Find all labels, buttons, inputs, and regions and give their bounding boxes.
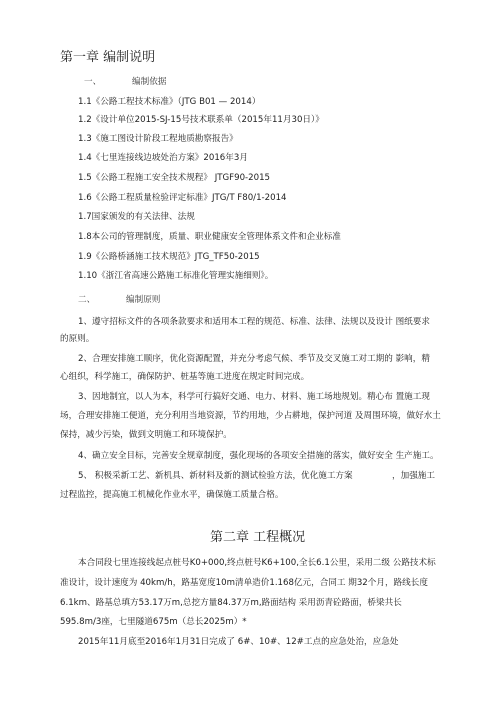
section2-heading — [78, 294, 160, 306]
basis-item: 1.3《施工图设计阶段工程地质勘察报告》 — [78, 134, 238, 144]
overview-line: 本合同段七里连接线起点桩号K0+000,终点桩号K6+100,全长6.1公里，采用二级 公路技术标 — [78, 558, 436, 568]
overview-line: 2015年11月底至2016年1月31日完成了 6#、10#、12#工点的应急处治，应急处 — [78, 637, 399, 647]
basis-item: 1.5《公路工程施工安全技术规程》 JTGF90-2015 — [78, 173, 271, 183]
principle-line: 3、因地制宜，以人为本，科学可行搞好交通、电力、材料、施工场地规划。精心布 置施工现 — [78, 392, 430, 402]
chapter2-title: 第二章 工程概况 — [210, 530, 306, 545]
section1-number: 一、 — [84, 77, 102, 87]
principle-line: 5、 积极采新工艺、新机具、新材料及新的测试检验方法，优化施工方案 — [78, 471, 353, 481]
section2-title: 编制原则 — [126, 295, 161, 305]
basis-item: 1.2《设计单位2015-SJ-15号技术联系单（2015年11月30日）》 — [78, 115, 324, 125]
principle-line: ，加强施工 — [392, 471, 435, 481]
principle-line: 场，合理安排施工便道，充分利用当地资源，节约用地，少占耕地，保护河道 及周围环境，做好水土 — [60, 411, 441, 421]
principle-line: 心组织，科学施工，确保防护、桩基等施工进度在规定时间完成。 — [60, 372, 310, 382]
basis-item: 1.9《公路桥涵施工技术规范》JTG_TF50-2015 — [78, 252, 260, 262]
basis-item: 1.10《浙江省高速公路施工标准化管理实施细则》。 — [78, 271, 274, 281]
principle-line: 的原则。 — [60, 334, 95, 344]
section1-heading — [84, 76, 166, 88]
basis-item: 1.8本公司的管理制度，质量、职业健康安全管理体系文件和企业标准 — [78, 232, 341, 242]
basis-item: 1.7国家颁发的有关法律、法规 — [78, 212, 195, 222]
principle-line: 2、合理安排施工顺序，优化资源配置，并充分考虑气候、季节及交叉施工对工期的 影响，精 — [78, 354, 430, 364]
section2-number: 二、 — [78, 295, 96, 305]
basis-item: 1.4《七里连接线边坡处治方案》2016年3月 — [78, 153, 248, 163]
basis-item: 1.1《公路工程技术标准》（JTG B01 — 2014） — [78, 97, 261, 107]
principle-line: 1、遵守招标文件的各项条款要求和适用本工程的规范、标准、法律、法规以及设计 图纸要求 — [78, 317, 430, 327]
chapter1-title: 第一章 编制说明 — [60, 50, 156, 65]
principle-line: 保持，减少污染，做到文明施工和环境保护。 — [60, 430, 232, 440]
overview-line: 595.8m/3座，七里隧道675m（总长2025m）* — [60, 617, 247, 627]
overview-line: 准设计，设计速度为 40km/h，路基宽度10m清单造价1.168亿元，合同工 期32个月，路线长度 — [60, 578, 428, 588]
principle-line: 过程监控，提高施工机械化作业水平，确保施工质量合格。 — [60, 490, 284, 500]
basis-item: 1.6《公路工程质量检验评定标准》JTG/T F80/1-2014 — [78, 193, 287, 203]
principle-line: 4、确立安全目标，完善安全规章制度，强化现场的各项安全措施的落实，做好安全 生产施工。 — [78, 451, 439, 461]
section1-title: 编制依据 — [132, 77, 167, 87]
overview-line: 6.1km、路基总填方53.17万m,总挖方量84.37万m,路面结构 采用沥青砼路面，桥梁共长 — [60, 598, 402, 608]
